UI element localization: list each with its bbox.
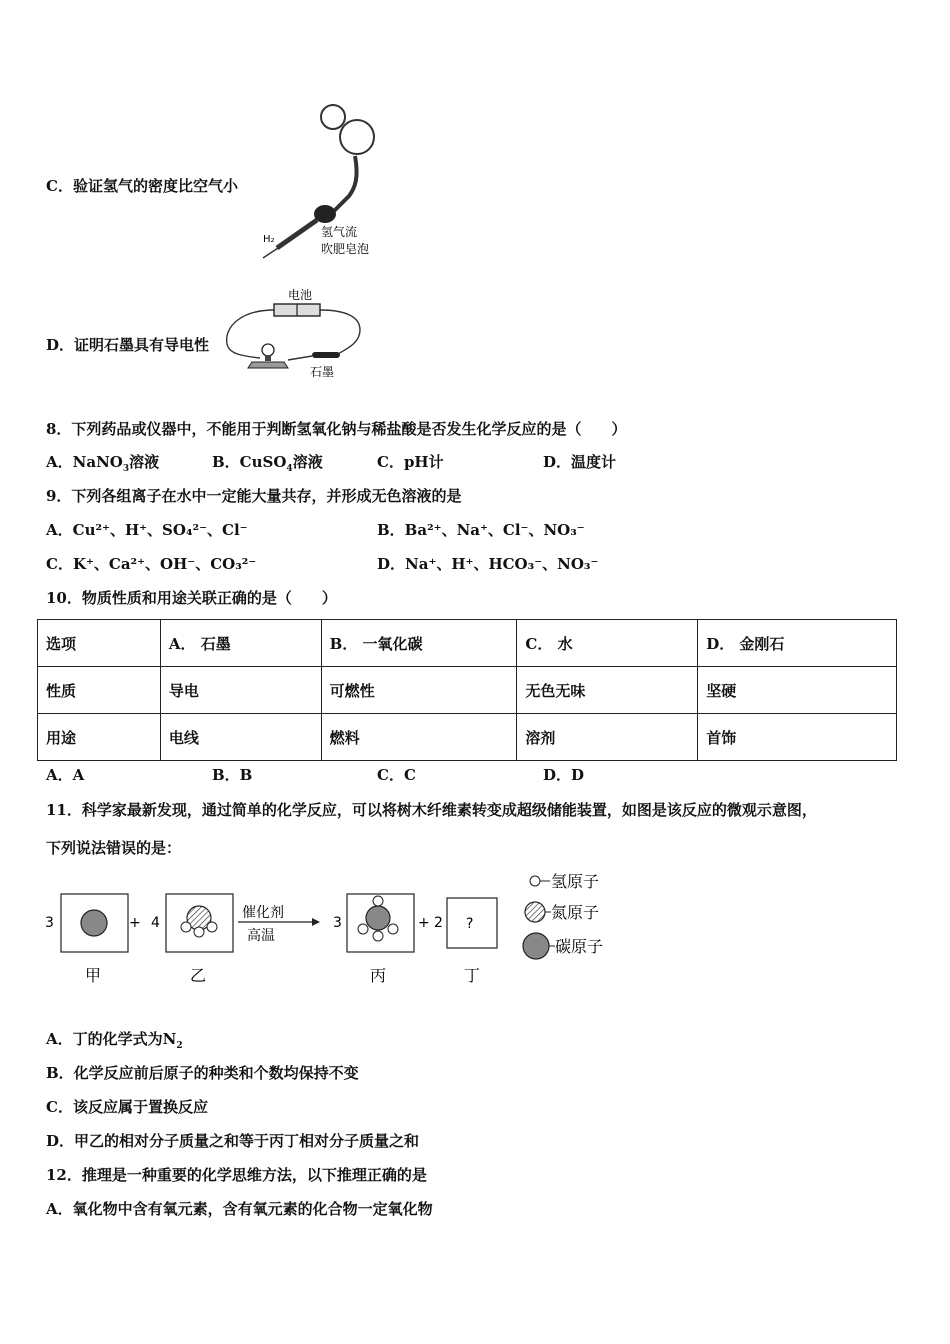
q11-option-a: A．丁的化学式为$N_2$ — [46, 1030, 183, 1051]
legend-nitrogen: 氮原子 — [551, 903, 600, 922]
blow-bubble-label: 吹肥皂泡 — [321, 242, 370, 256]
graphite-circuit-apparatus — [222, 284, 372, 384]
rubber-stopper — [314, 205, 336, 223]
soap-bubble-large — [340, 120, 374, 154]
table-cell: 坚硬 — [698, 667, 897, 714]
q7-option-c: C．验证氢气的密度比空气小 — [46, 177, 238, 195]
table-cell: 性质 — [38, 667, 161, 714]
q11-option-d: D．甲乙的相对分子质量之和等于丙丁相对分子质量之和 — [46, 1132, 420, 1150]
table-cell: 导电 — [160, 667, 321, 714]
plus-2: + — [418, 915, 430, 931]
graphite-rod — [312, 352, 340, 358]
q8-stem: 8．下列药品或仪器中，不能用于判断氢氧化钠与稀盐酸是否发生化学反应的是（ ） — [46, 420, 627, 438]
q9-stem: 9．下列各组离子在水中一定能大量共存，并形成无色溶液的是 — [46, 487, 462, 505]
label-jia: 甲 — [85, 966, 102, 985]
label-ding: 丁 — [464, 966, 481, 985]
q10-option-c: C．C — [377, 766, 416, 784]
q11-option-c: C．该反应属于置换反应 — [46, 1098, 208, 1116]
q8-option-b: B．CuSO$_4$溶液 — [212, 453, 323, 474]
table-row — [38, 714, 897, 761]
hydrogen-atom-icon — [388, 924, 398, 934]
coef-bing: 3 — [333, 915, 342, 931]
table-cell: B． 一氧化碳 — [321, 620, 517, 667]
table-cell: A． 石墨 — [160, 620, 321, 667]
q10-option-a: A．A — [46, 766, 85, 784]
q10-stem: 10．物质性质和用途关联正确的是（ ） — [46, 589, 337, 607]
condition-catalyst: 催化剂 — [242, 905, 284, 921]
hydrogen-flow-label: 氢气流 — [321, 225, 358, 239]
legend-carbon-icon — [523, 933, 549, 959]
light-bulb-icon — [262, 344, 274, 356]
table-cell: 无色无味 — [517, 667, 698, 714]
gas-inlet-tube — [277, 220, 317, 248]
q9-option-c: C．K⁺、Ca²⁺、OH⁻、CO₃²⁻ — [46, 555, 257, 573]
q11-stem-line1: 11．科学家最新发现，通过简单的化学反应，可以将树木纤维素转变成超级储能装置，如图是该反应的微观示意图， — [46, 801, 817, 819]
legend-hydrogen-icon — [530, 876, 540, 886]
q8-option-d: D．温度计 — [543, 453, 617, 471]
table-row — [38, 667, 897, 714]
table-cell: 电线 — [160, 714, 321, 761]
label-bing: 丙 — [370, 966, 387, 985]
carbon-atom-icon — [81, 910, 107, 936]
soap-bubble-small — [321, 105, 345, 129]
table-cell: 燃料 — [321, 714, 517, 761]
hydrogen-atom-icon — [181, 922, 191, 932]
legend-hydrogen: 氢原子 — [551, 872, 600, 891]
table-cell: 首饰 — [698, 714, 897, 761]
hydrogen-bubble-apparatus — [255, 100, 395, 265]
glass-tube — [333, 156, 357, 212]
q10-table — [37, 619, 897, 761]
q8-option-c: C．pH计 — [377, 453, 444, 471]
hydrogen-atom-icon — [373, 931, 383, 941]
table-cell: 可燃性 — [321, 667, 517, 714]
table-cell: 溶剂 — [517, 714, 698, 761]
table-cell: C． 水 — [517, 620, 698, 667]
legend-carbon: 碳原子 — [555, 937, 604, 956]
hydrogen-atom-icon — [194, 927, 204, 937]
table-cell: 选项 — [38, 620, 161, 667]
reaction-micro-diagram — [40, 864, 640, 989]
q11-stem-line2: 下列说法错误的是： — [46, 839, 182, 857]
condition-high-temp: 高温 — [247, 928, 275, 944]
q12-option-a: A．氧化物中含有氧元素，含有氧元素的化合物一定氧化物 — [46, 1200, 433, 1218]
hydrogen-atom-icon — [358, 924, 368, 934]
q9-option-b: B．Ba²⁺、Na⁺、Cl⁻、NO₃⁻ — [377, 521, 585, 539]
label-yi: 乙 — [190, 966, 207, 985]
q7-option-d: D．证明石墨具有导电性 — [46, 336, 210, 354]
q9-option-d: D．Na⁺、H⁺、HCO₃⁻、NO₃⁻ — [377, 555, 599, 573]
table-cell: D． 金刚石 — [698, 620, 897, 667]
table-row — [38, 620, 897, 667]
battery-label: 电池 — [288, 288, 313, 302]
bulb-base — [248, 362, 288, 368]
q12-stem: 12．推理是一种重要的化学思维方法，以下推理正确的是 — [46, 1166, 427, 1184]
unknown-product: ? — [466, 916, 474, 932]
h2-label: H₂ — [263, 234, 275, 245]
carbon-atom-icon — [366, 906, 390, 930]
hydrogen-atom-icon — [207, 922, 217, 932]
q9-option-a: A．Cu²⁺、H⁺、SO₄²⁻、Cl⁻ — [46, 521, 248, 539]
graphite-label: 石墨 — [310, 365, 335, 379]
legend-nitrogen-icon — [525, 902, 545, 922]
hydrogen-atom-icon — [373, 896, 383, 906]
q11-option-b: B．化学反应前后原子的种类和个数均保持不变 — [46, 1064, 359, 1082]
coef-yi: 4 — [151, 915, 160, 931]
circuit-wire — [227, 310, 360, 358]
coef-jia: 3 — [45, 915, 54, 931]
gas-flow-arrow — [263, 246, 281, 258]
plus-1: + — [129, 915, 141, 931]
coef-ding: 2 — [434, 915, 443, 931]
q8-option-a: A．NaNO$_3$溶液 — [46, 453, 160, 474]
table-cell: 用途 — [38, 714, 161, 761]
arrow-head-icon — [312, 918, 320, 926]
q10-option-d: D．D — [543, 766, 585, 784]
q10-option-b: B．B — [212, 766, 253, 784]
